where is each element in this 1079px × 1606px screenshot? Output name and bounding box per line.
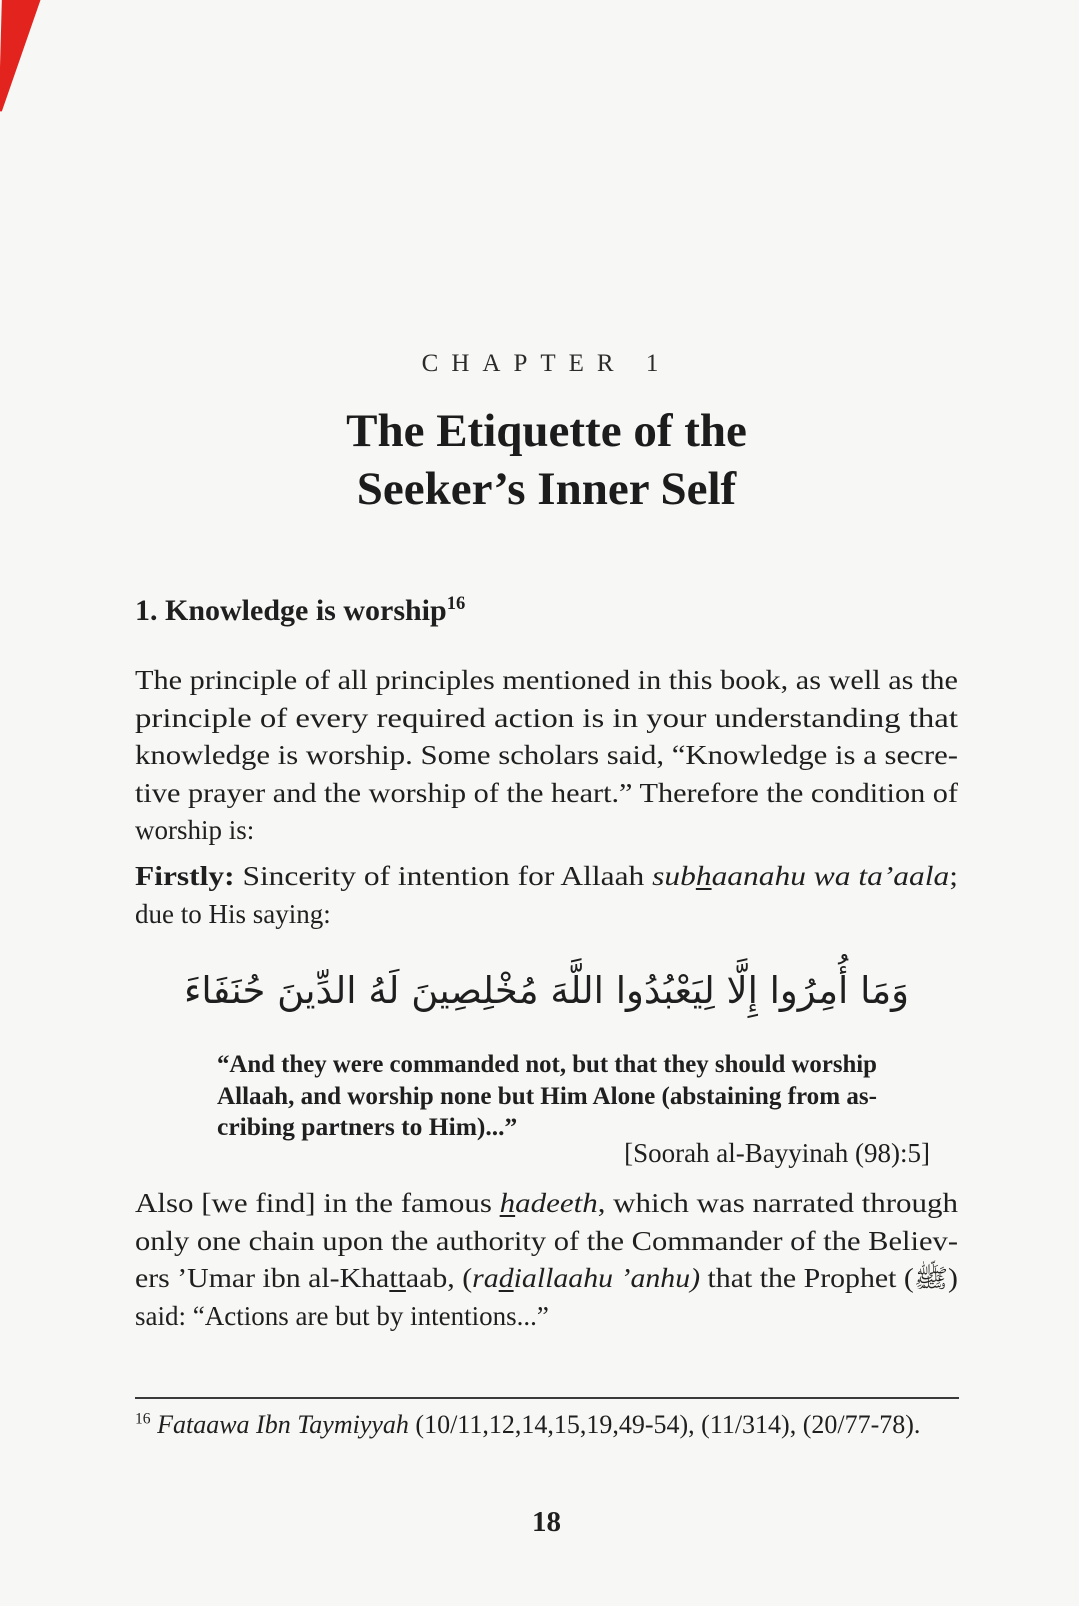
- page-title-line2: Seeker’s Inner Self: [356, 463, 737, 515]
- quran-verse-arabic: وَمَا أُمِرُوا إِلَّا لِيَعْبُدُوا اللَّهَ مُخْلِصِينَ لَهُ الدِّينَ حُنَفَاءَ: [183, 969, 910, 1012]
- red-cover-corner: [0, 0, 46, 116]
- paragraph-line: worship is:: [135, 815, 255, 846]
- paragraph-firstly: [135, 858, 958, 933]
- quote-line: Allaah, and worship none but Him Alone (abstaining from as-: [217, 1080, 877, 1110]
- section-heading-text: 1. Knowledge is worship: [135, 594, 447, 627]
- chapter-label: CHAPTER 1: [421, 350, 672, 377]
- paragraph-principle: [135, 662, 958, 850]
- prophet-salutation-symbol: ﷺ: [913, 1264, 949, 1295]
- firstly-line: Firstly: Sincerity of intention for Allaah subhaanahu wa ta’aala;: [135, 861, 958, 891]
- footnote: [135, 1408, 958, 1442]
- hadeeth-line: Also [we find] in the famous hadeeth, which was narrated through: [135, 1188, 958, 1218]
- quote-line: “And they were commanded not, but that they should worship: [217, 1049, 877, 1078]
- footnote-marker: 16: [135, 1410, 151, 1428]
- verse-attribution: [Soorah al-Bayyinah (98):5]: [624, 1138, 930, 1168]
- footnote-divider: [135, 1397, 959, 1399]
- paragraph-line: tive prayer and the worship of the heart.” Therefore the condition of: [135, 777, 958, 808]
- hadeeth-line: ers ’Umar ibn al-Khattaab, (radiallaahu ’anhu) that the Prophet (ﷺ): [135, 1263, 958, 1295]
- paragraph-hadeeth: [135, 1185, 958, 1335]
- footnote-reference: 16: [446, 593, 466, 614]
- section-heading: [135, 594, 958, 628]
- footnote-references: (10/11,12,14,15,19,49-54), (11/314), (20/77-78).: [408, 1410, 921, 1439]
- firstly-line2: due to His saying:: [135, 898, 331, 929]
- paragraph-line: principle of every required action is in your understanding that: [135, 702, 959, 733]
- footnote-source: Fataawa Ibn Taymiyyah: [157, 1410, 409, 1439]
- quote-line: cribing partners to Him)...”: [217, 1112, 518, 1141]
- hadeeth-line: only one chain upon the authority of the Commander of the Believ-: [135, 1225, 958, 1256]
- hadeeth-line: said: “Actions are but by intentions...”: [135, 1300, 549, 1331]
- paragraph-line: The principle of all principles mentioned in this book, as well as the: [135, 665, 958, 695]
- page-number: 18: [532, 1506, 561, 1538]
- page-title-line1: The Etiquette of the: [346, 405, 747, 457]
- paragraph-line: knowledge is worship. Some scholars said, “Knowledge is a secre-: [135, 740, 958, 771]
- firstly-label: Firstly:: [135, 861, 235, 891]
- page-title: [135, 402, 958, 518]
- verse-translation-quote: [217, 1048, 877, 1143]
